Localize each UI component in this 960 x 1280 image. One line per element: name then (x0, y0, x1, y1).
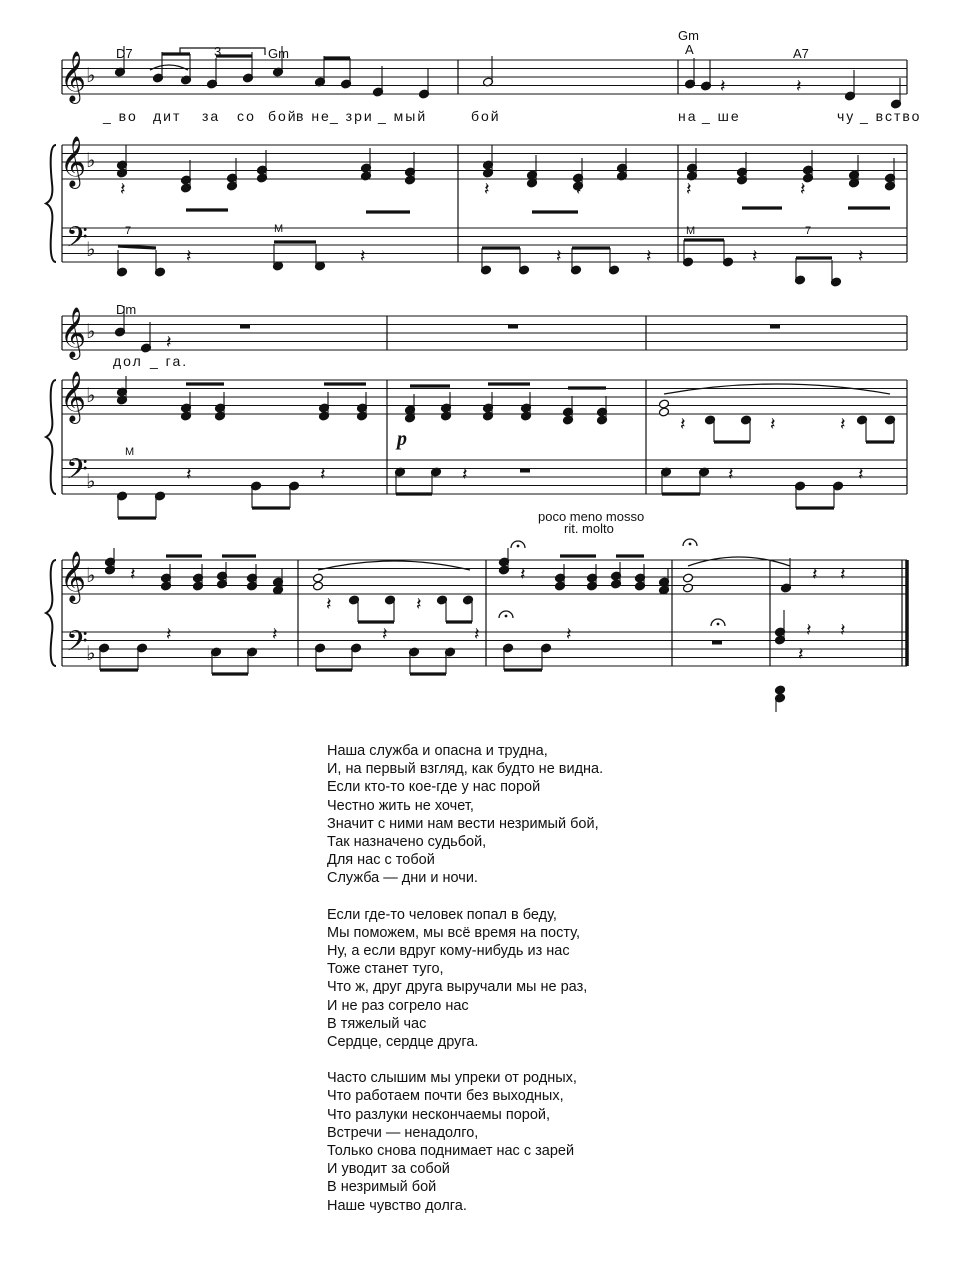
lyric-line: В тяжелый час (327, 1015, 427, 1032)
notation (98, 46, 901, 712)
lyric-line: Так назначено судьбой, (327, 834, 487, 851)
lyric-line: Встречи — ненадолго, (327, 1124, 479, 1141)
rest: 𝄽 (812, 564, 818, 585)
rest: 𝄽 (186, 464, 192, 485)
rest: 𝄽 (796, 76, 802, 97)
lyric-syllable: _ ше (702, 108, 741, 124)
rest: 𝄽 (858, 464, 864, 485)
brace (46, 145, 56, 262)
rest: 𝄽 (484, 179, 490, 200)
lyric-syllable: чу (837, 108, 856, 124)
lyric-line: Ну, а если вдруг кому-нибудь из нас (327, 943, 570, 960)
lyric-line: Что разлуки нескончаемы порой, (327, 1106, 551, 1123)
lyric-line: Наше чувство долга. (327, 1197, 467, 1214)
pedal-mark: М (686, 225, 696, 237)
stanza (327, 906, 603, 1052)
tempo-marking: poco meno mosso (538, 509, 645, 524)
tempo-marking: rit. molto (564, 521, 614, 536)
note-head (682, 583, 693, 593)
lyric-line: И не раз согрело нас (327, 997, 469, 1014)
note-head (312, 581, 323, 591)
rest: 𝄽 (840, 564, 846, 585)
rest: 𝄽 (686, 179, 692, 200)
fermata-dot (689, 543, 692, 546)
stanza (327, 742, 603, 888)
rest: 𝄽 (130, 564, 136, 585)
lyric-syllable: со (237, 108, 256, 124)
rest: 𝄽 (360, 246, 366, 267)
stanza (327, 1069, 603, 1215)
lyric-line: Что ж, друг друга выручали мы не раз, (327, 979, 588, 996)
rest: 𝄽 (320, 464, 326, 485)
treble-clef: 𝄞 (60, 51, 87, 102)
whole-rest (712, 641, 722, 645)
rest: 𝄽 (576, 179, 582, 200)
lyric-line: Если где-то человек попал в беду, (327, 906, 557, 923)
lyric-line: Только снова поднимает нас с зарей (327, 1143, 575, 1160)
pedal-mark: 7 (125, 225, 132, 237)
beam (118, 246, 156, 248)
fermata-dot (517, 545, 520, 548)
lyric-syllable: _ га. (150, 353, 189, 369)
rest: 𝄽 (800, 179, 806, 200)
key-signature-flat: ♭ (86, 563, 96, 587)
rest: 𝄽 (770, 414, 776, 435)
lyric-syllable: за (202, 108, 221, 124)
key-signature-flat: ♭ (86, 319, 96, 343)
key-signature-flat: ♭ (86, 63, 96, 87)
note-head (682, 573, 693, 583)
pedal-mark: 7 (805, 225, 812, 237)
rest: 𝄽 (326, 594, 332, 615)
chord-symbol: Gm (268, 46, 289, 61)
dynamic-marking: p (397, 428, 407, 450)
brace (46, 380, 56, 494)
lyric-syllable: _ мый (378, 108, 428, 124)
whole-rest (520, 469, 530, 473)
lyric-line: Служба — дни и ночи. (327, 870, 478, 887)
rest: 𝄽 (806, 620, 812, 641)
chord-symbol: Dm (116, 302, 137, 317)
lyric-line: Если кто-то кое-где у нас порой (327, 779, 541, 796)
rest: 𝄽 (416, 594, 422, 615)
fermata-dot (717, 623, 720, 626)
rest: 𝄽 (272, 624, 278, 645)
rest: 𝄽 (166, 332, 172, 353)
key-signature-flat: ♭ (86, 383, 96, 407)
lyric-syllable: дит (153, 108, 182, 124)
chord-symbol: D7 (116, 46, 133, 61)
lyric-line: Тоже станет туго, (327, 961, 444, 978)
rest: 𝄽 (474, 624, 480, 645)
note-head (312, 573, 323, 583)
key-signature-flat: ♭ (86, 237, 96, 261)
chord-symbol: A (685, 42, 694, 57)
treble-clef: 𝄞 (60, 371, 87, 422)
key-signature-flat: ♭ (86, 469, 96, 493)
whole-rest (240, 325, 250, 329)
triplet-label: 3 (214, 44, 222, 59)
bass-clef: 𝄢 (66, 453, 88, 493)
lyric-line: Что работаем почти без выходных, (327, 1088, 564, 1105)
slur (688, 557, 790, 566)
rest: 𝄽 (646, 246, 652, 267)
rest: 𝄽 (840, 620, 846, 641)
lyric-syllable: _ зри (330, 108, 374, 124)
lyric-line: Часто слышим мы упреки от родных, (327, 1070, 577, 1087)
rest: 𝄽 (120, 179, 126, 200)
note-head (658, 407, 669, 417)
key-signature-flat: ♭ (86, 641, 96, 665)
pedal-mark: М (274, 223, 284, 235)
whole-rest (508, 325, 518, 329)
rest: 𝄽 (566, 624, 572, 645)
lyric-line: Мы поможем, мы всё время на посту, (327, 924, 580, 941)
treble-clef: 𝄞 (60, 136, 87, 187)
brace (46, 560, 56, 666)
rest: 𝄽 (382, 624, 388, 645)
lyric-line: Значит с ними нам вести незримый бой, (327, 815, 599, 832)
note-head (774, 685, 785, 695)
rest: 𝄽 (858, 246, 864, 267)
lyric-line: Сердце, сердце друга. (327, 1034, 479, 1051)
rest: 𝄽 (186, 246, 192, 267)
lyric-syllable: дол (113, 353, 143, 369)
bass-clef: 𝄢 (66, 625, 88, 665)
slur (150, 65, 188, 70)
lyric-syllable: _ во (103, 108, 138, 124)
chord-symbol: Gm (678, 28, 699, 43)
chord-symbol: A7 (793, 46, 809, 61)
whole-rest (770, 325, 780, 329)
rest: 𝄽 (720, 76, 726, 97)
rest: 𝄽 (680, 414, 686, 435)
lyric-syllable: _ вство (860, 108, 922, 124)
fermata-dot (505, 615, 508, 618)
song-lyrics-text (327, 742, 603, 1233)
bass-clef: 𝄢 (66, 221, 88, 261)
lyric-syllable: бой (268, 108, 298, 124)
rest: 𝄽 (752, 246, 758, 267)
key-signature-flat: ♭ (86, 148, 96, 172)
rest: 𝄽 (840, 414, 846, 435)
rest: 𝄽 (728, 464, 734, 485)
rest: 𝄽 (462, 464, 468, 485)
lyric-line: И, на первый взгляд, как будто не видна. (327, 761, 604, 778)
pedal-mark: М (125, 446, 135, 458)
lyric-syllable: в не (296, 108, 331, 124)
treble-clef: 𝄞 (60, 307, 87, 358)
note-head (658, 399, 669, 409)
treble-clef: 𝄞 (60, 551, 87, 602)
lyric-line: Наша служба и опасна и трудна, (327, 743, 548, 759)
lyric-line: Для нас с тобой (327, 852, 435, 869)
rest: 𝄽 (556, 246, 562, 267)
lyric-syllable: на (678, 108, 698, 124)
rest: 𝄽 (798, 644, 804, 665)
lyric-line: Честно жить не хочет, (327, 797, 474, 814)
lyric-line: В незримый бой (327, 1179, 437, 1196)
lyric-line: И уводит за собой (327, 1161, 450, 1178)
rest: 𝄽 (520, 564, 526, 585)
lyric-syllable: бой (471, 108, 501, 124)
rest: 𝄽 (166, 624, 172, 645)
